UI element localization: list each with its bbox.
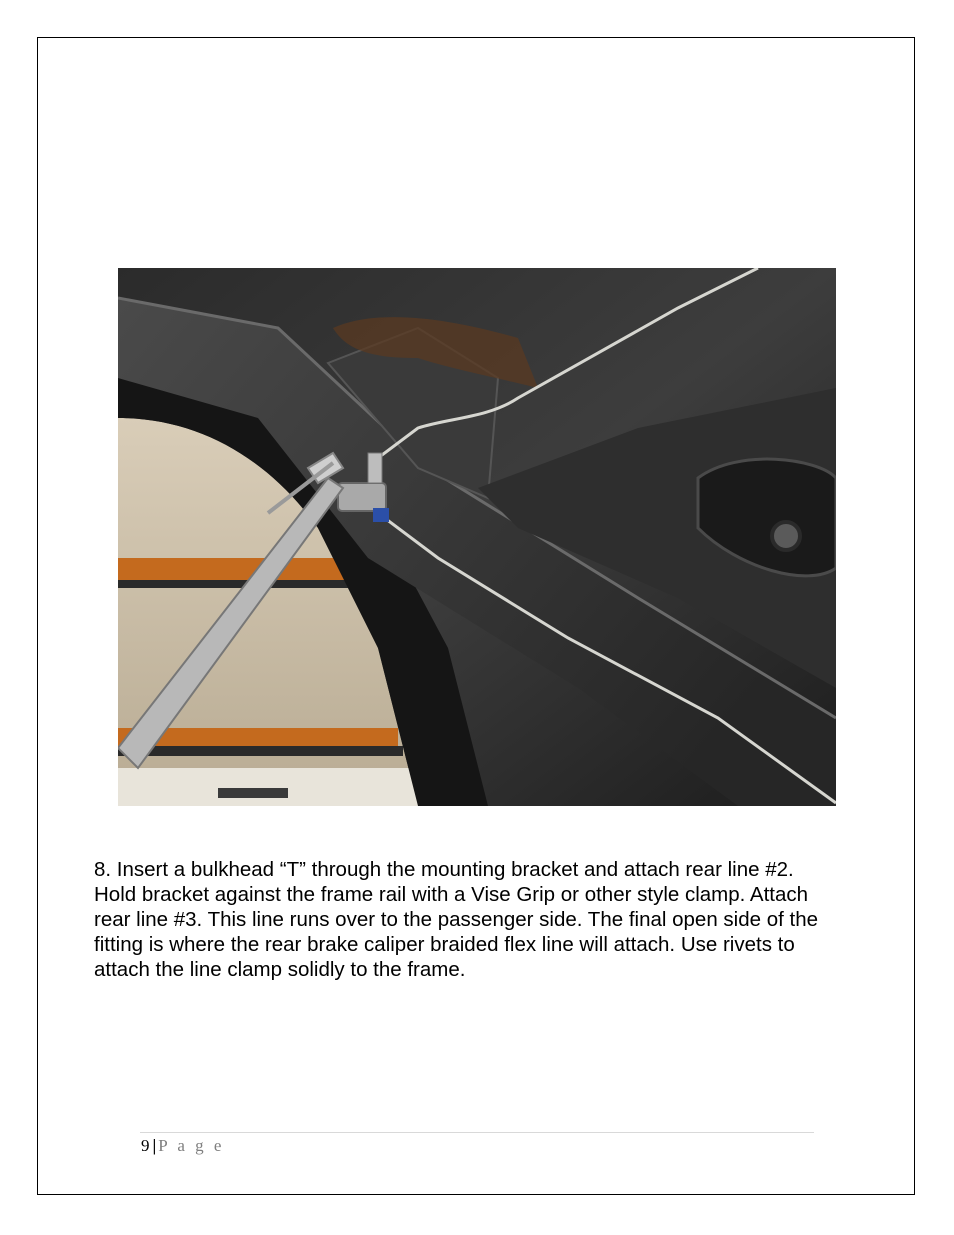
orange-stripe-upper: [118, 558, 358, 580]
instruction-step-8: 8. Insert a bulkhead “T” through the mounting bracket and attach rear line #2. Hold bracket against the frame rail with a Vise Grip or other style clamp. Attach rear line #3. This line runs over to the passenger side. The final open side of the fitting is where the rear brake caliper braided flex line will attach. Use rivets to attach the line clamp solidly to the frame.: [94, 858, 819, 981]
fitting-upper-nut: [368, 453, 382, 483]
footer-separator: |: [152, 1136, 157, 1155]
footer-rule: [140, 1132, 814, 1133]
bolt-hole: [772, 522, 800, 550]
black-stripe-lower: [118, 746, 403, 756]
page-number: 9: [141, 1136, 150, 1155]
bulkhead-tee-fitting: [338, 483, 386, 511]
page-label: P a g e: [158, 1136, 225, 1155]
page-footer: [141, 1136, 224, 1156]
fitting-blue-nut: [373, 508, 389, 522]
garage-door: [118, 768, 418, 806]
door-window: [218, 788, 288, 798]
brake-line-photo: [118, 268, 836, 806]
photo-illustration: [118, 268, 836, 806]
